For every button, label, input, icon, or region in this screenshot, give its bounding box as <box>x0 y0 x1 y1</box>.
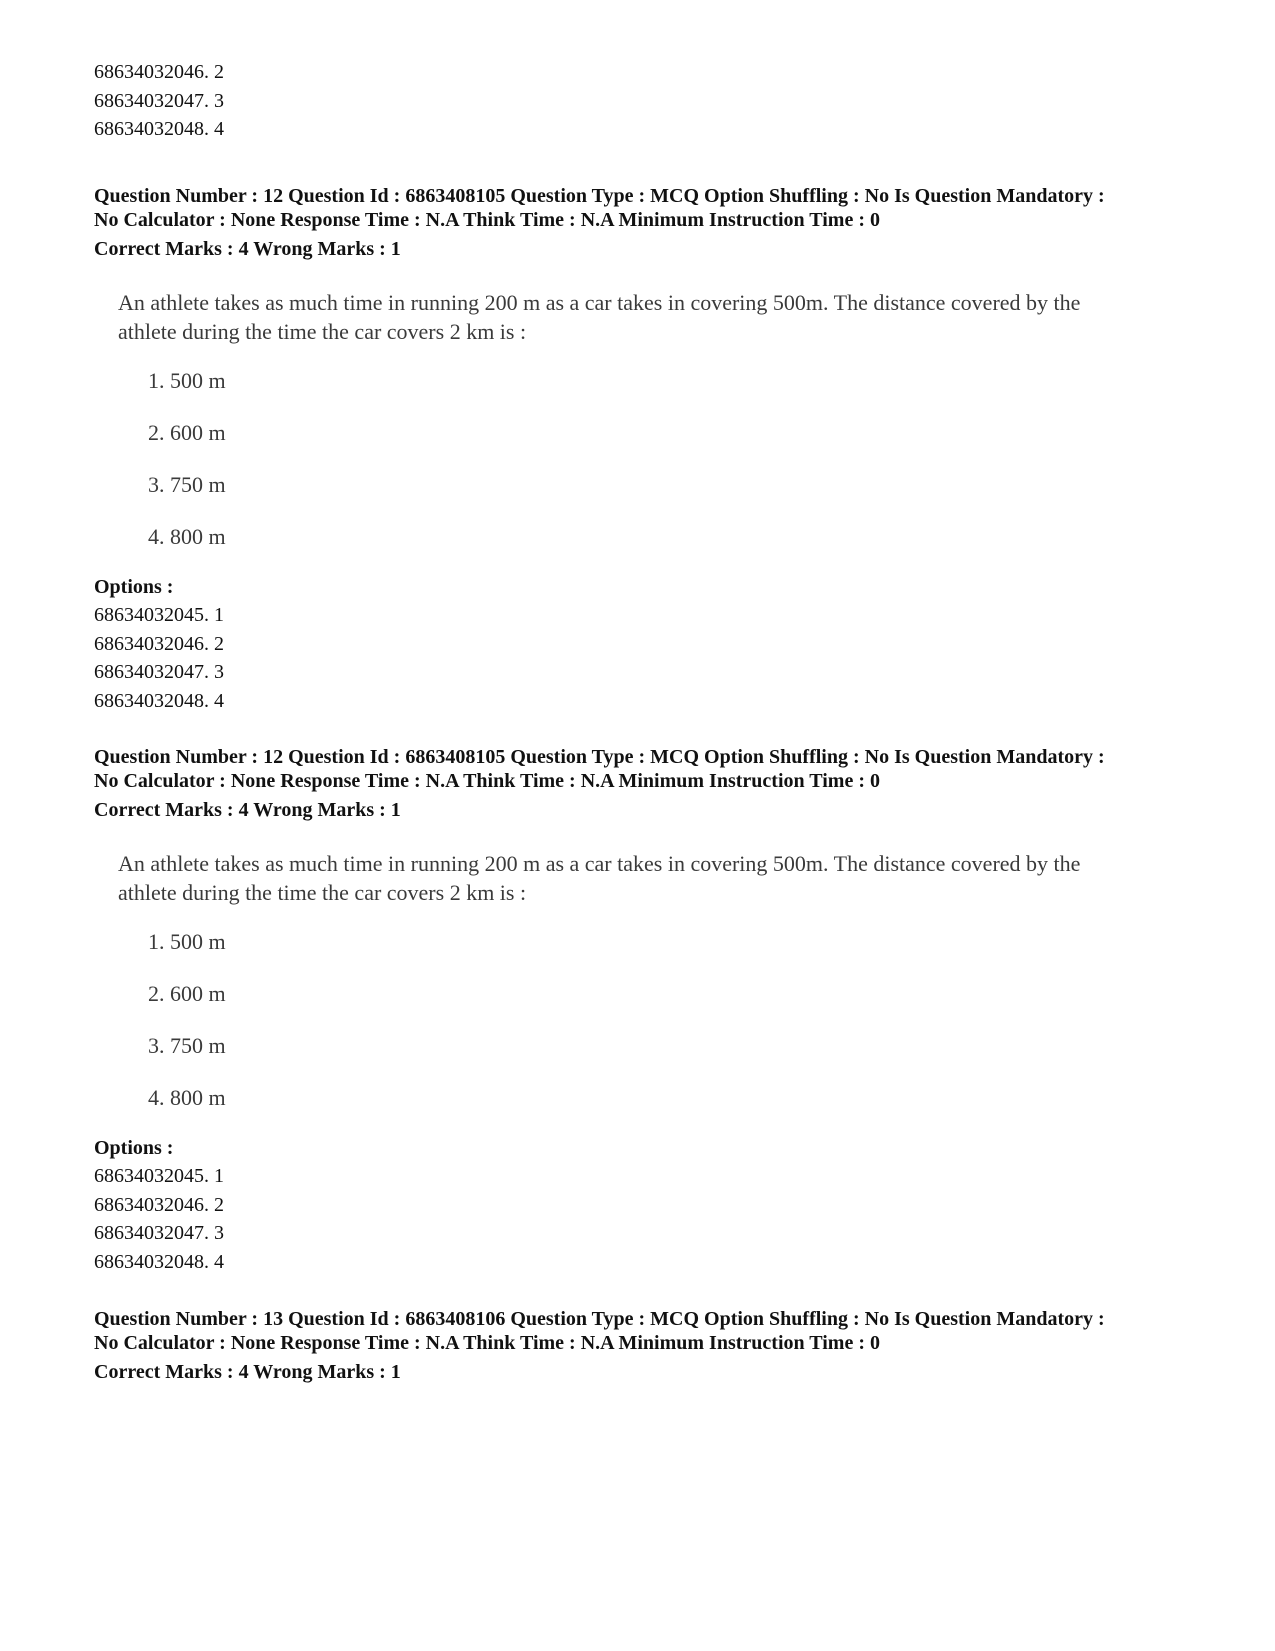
question-header <box>94 184 1194 261</box>
question-marks: Correct Marks : 4 Wrong Marks : 1 <box>94 1361 401 1383</box>
question-text-line2: athlete during the time the car covers 2 km is : <box>118 880 527 905</box>
option-line: 68634032046. 2 <box>94 632 224 655</box>
option-line: 68634032047. 3 <box>94 89 224 112</box>
options-label: Options : <box>94 576 174 598</box>
option-line: 68634032046. 2 <box>94 1193 224 1216</box>
question-header <box>94 745 1194 822</box>
answer-choice: 4. 800 m <box>148 524 226 549</box>
option-line: 68634032046. 2 <box>94 61 224 83</box>
question-header-line1: Question Number : 12 Question Id : 6863408105 Question Type : MCQ Option Shuffling : No Is Question Mandatory : <box>94 746 1105 768</box>
question-header-line2: No Calculator : None Response Time : N.A Think Time : N.A Minimum Instruction Time : 0 <box>94 209 880 231</box>
answer-choice: 4. 800 m <box>148 1085 226 1110</box>
answer-choice: 1. 500 m <box>148 929 226 954</box>
question-marks: Correct Marks : 4 Wrong Marks : 1 <box>94 799 401 821</box>
question-text-line2: athlete during the time the car covers 2 km is : <box>118 319 527 344</box>
options-section <box>94 573 1194 715</box>
question-body <box>118 849 1178 1109</box>
option-line: 68634032047. 3 <box>94 1222 224 1244</box>
options-label: Options : <box>94 1137 174 1159</box>
answer-choice: 2. 600 m <box>148 420 226 445</box>
answer-choice: 2. 600 m <box>148 981 226 1006</box>
question-header-line1: Question Number : 13 Question Id : 6863408106 Question Type : MCQ Option Shuffling : No Is Question Mandatory : <box>94 1308 1105 1330</box>
top-options-list <box>94 58 1194 144</box>
answer-choice: 1. 500 m <box>148 368 226 393</box>
question-marks: Correct Marks : 4 Wrong Marks : 1 <box>94 238 401 260</box>
option-line: 68634032045. 1 <box>94 1165 224 1187</box>
answer-choice: 3. 750 m <box>148 1033 226 1058</box>
question-header-line2: No Calculator : None Response Time : N.A Think Time : N.A Minimum Instruction Time : 0 <box>94 1332 880 1354</box>
option-line: 68634032048. 4 <box>94 1250 224 1273</box>
question-header <box>94 1307 1194 1384</box>
question-header-line2: No Calculator : None Response Time : N.A Think Time : N.A Minimum Instruction Time : 0 <box>94 770 880 792</box>
question-text-line1: An athlete takes as much time in running 200 m as a car takes in covering 500m. The distance covered by the <box>118 851 1081 876</box>
options-section <box>94 1134 1194 1276</box>
answer-choice: 3. 750 m <box>148 472 226 497</box>
option-line: 68634032047. 3 <box>94 661 224 683</box>
question-body <box>118 288 1178 548</box>
option-line: 68634032048. 4 <box>94 118 224 140</box>
question-text-line1: An athlete takes as much time in running 200 m as a car takes in covering 500m. The distance covered by the <box>118 290 1081 315</box>
option-line: 68634032045. 1 <box>94 604 224 626</box>
option-line: 68634032048. 4 <box>94 689 224 712</box>
question-header-line1: Question Number : 12 Question Id : 6863408105 Question Type : MCQ Option Shuffling : No Is Question Mandatory : <box>94 185 1105 207</box>
